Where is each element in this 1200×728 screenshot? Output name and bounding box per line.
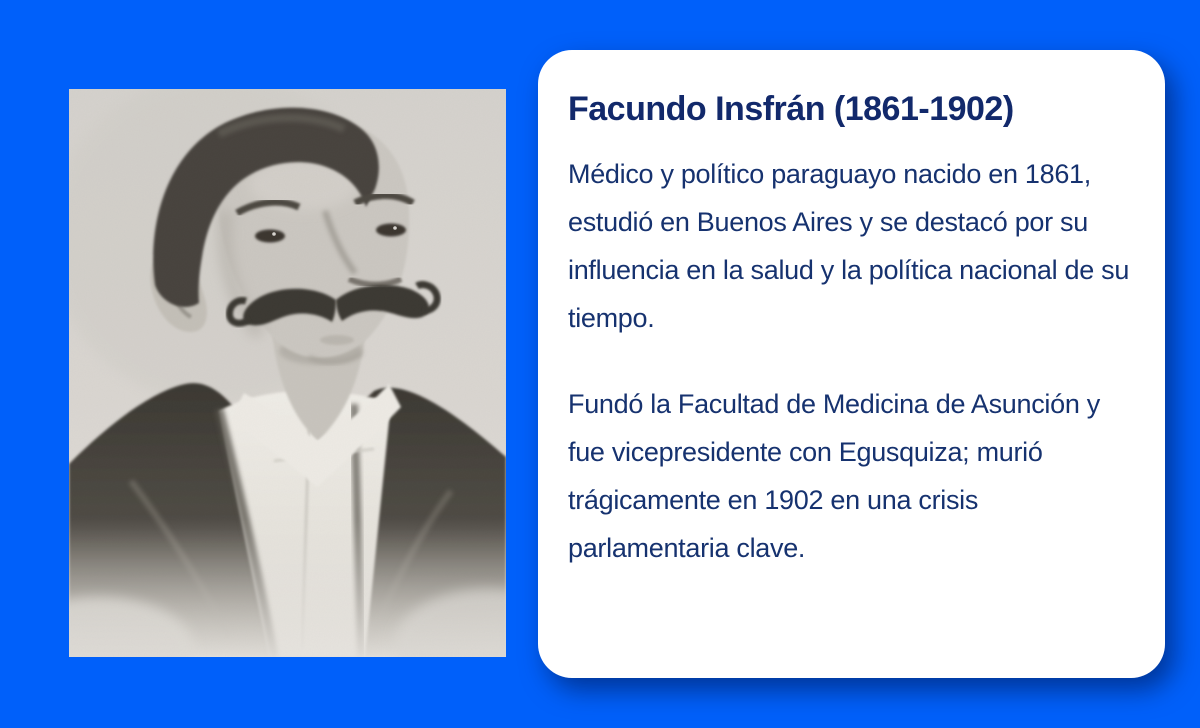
- info-card: [538, 50, 1165, 678]
- card-title: Facundo Insfrán (1861-1902): [568, 90, 1014, 128]
- bio-paragraph-1: Médico y político paraguayo nacido en 1861, estudió en Buenos Aires y se destacó por su influencia en la salud y la política nacional de su tiempo.: [568, 159, 1130, 333]
- bio-paragraph-2: Fundó la Facultad de Medicina de Asunción y fue vicepresidente con Egusquiza; murió trágicamente en 1902 en una crisis parlamentaria clave.: [568, 389, 1100, 563]
- portrait-photo: [69, 89, 506, 657]
- portrait-illustration: [69, 89, 506, 657]
